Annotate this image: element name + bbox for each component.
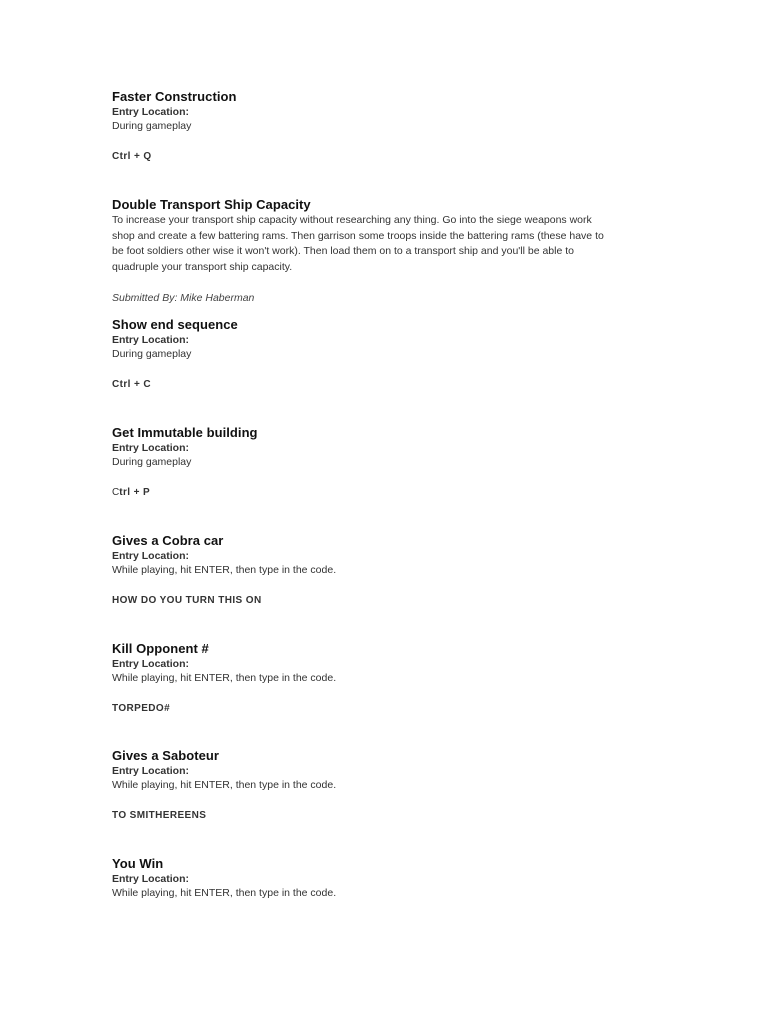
entry-location-label: Entry Location: bbox=[112, 873, 190, 885]
cheat-code bbox=[112, 486, 657, 500]
entry-location-value: While playing, hit ENTER, then type in the code. bbox=[112, 779, 337, 791]
submitted-by: Submitted By: Mike Haberman bbox=[112, 292, 255, 304]
entry-location-value: While playing, hit ENTER, then type in the code. bbox=[112, 887, 337, 899]
cheat-section-show-end-sequence bbox=[112, 317, 657, 392]
cheat-code: Ctrl + Q bbox=[112, 150, 152, 162]
cheat-section-immutable-building bbox=[112, 425, 657, 500]
cheat-title: Double Transport Ship Capacity bbox=[112, 197, 311, 212]
entry-location-value: While playing, hit ENTER, then type in the code. bbox=[112, 564, 337, 576]
cheat-section-faster-construction bbox=[112, 89, 657, 164]
cheat-section-double-transport bbox=[112, 197, 657, 305]
description-line: To increase your transport ship capacity without researching any thing. Go into the siege weapons work bbox=[112, 214, 592, 226]
cheat-section-cobra-car bbox=[112, 533, 657, 608]
cheat-code: TORPEDO# bbox=[112, 702, 171, 714]
cheat-section-kill-opponent bbox=[112, 641, 657, 716]
cheat-title: You Win bbox=[112, 856, 164, 871]
entry-location-label: Entry Location: bbox=[112, 658, 190, 670]
entry-location-value: During gameplay bbox=[112, 120, 192, 132]
cheat-title: Gives a Saboteur bbox=[112, 748, 220, 763]
cheat-title: Kill Opponent # bbox=[112, 641, 209, 656]
cheat-code: HOW DO YOU TURN THIS ON bbox=[112, 594, 262, 606]
entry-location-label: Entry Location: bbox=[112, 106, 190, 118]
cheat-title: Show end sequence bbox=[112, 317, 238, 332]
cheat-title: Faster Construction bbox=[112, 89, 237, 104]
cheat-section-you-win bbox=[112, 856, 657, 902]
cheat-title: Get Immutable building bbox=[112, 425, 258, 440]
cheat-title: Gives a Cobra car bbox=[112, 533, 224, 548]
entry-location-value: During gameplay bbox=[112, 456, 192, 468]
cheat-code-rest: trl + P bbox=[119, 486, 151, 498]
entry-location-label: Entry Location: bbox=[112, 334, 190, 346]
cheat-code: Ctrl + C bbox=[112, 378, 152, 390]
cheat-section-saboteur bbox=[112, 748, 657, 823]
description-line: be foot soldiers other wise it won't work). Then load them on to a transport ship and you'll be able to bbox=[112, 245, 574, 257]
entry-location-value: While playing, hit ENTER, then type in the code. bbox=[112, 672, 337, 684]
description-line: shop and create a few battering rams. Then garrison some troops inside the battering rams (these have to bbox=[112, 229, 604, 242]
cheat-code-prefix: C bbox=[112, 486, 120, 498]
entry-location-label: Entry Location: bbox=[112, 442, 190, 454]
entry-location-value: During gameplay bbox=[112, 348, 192, 360]
description-line: quadruple your transport ship capacity. bbox=[112, 260, 293, 273]
entry-location-label: Entry Location: bbox=[112, 765, 190, 777]
entry-location-label: Entry Location: bbox=[112, 550, 190, 562]
cheat-code: TO SMITHEREENS bbox=[112, 809, 207, 821]
